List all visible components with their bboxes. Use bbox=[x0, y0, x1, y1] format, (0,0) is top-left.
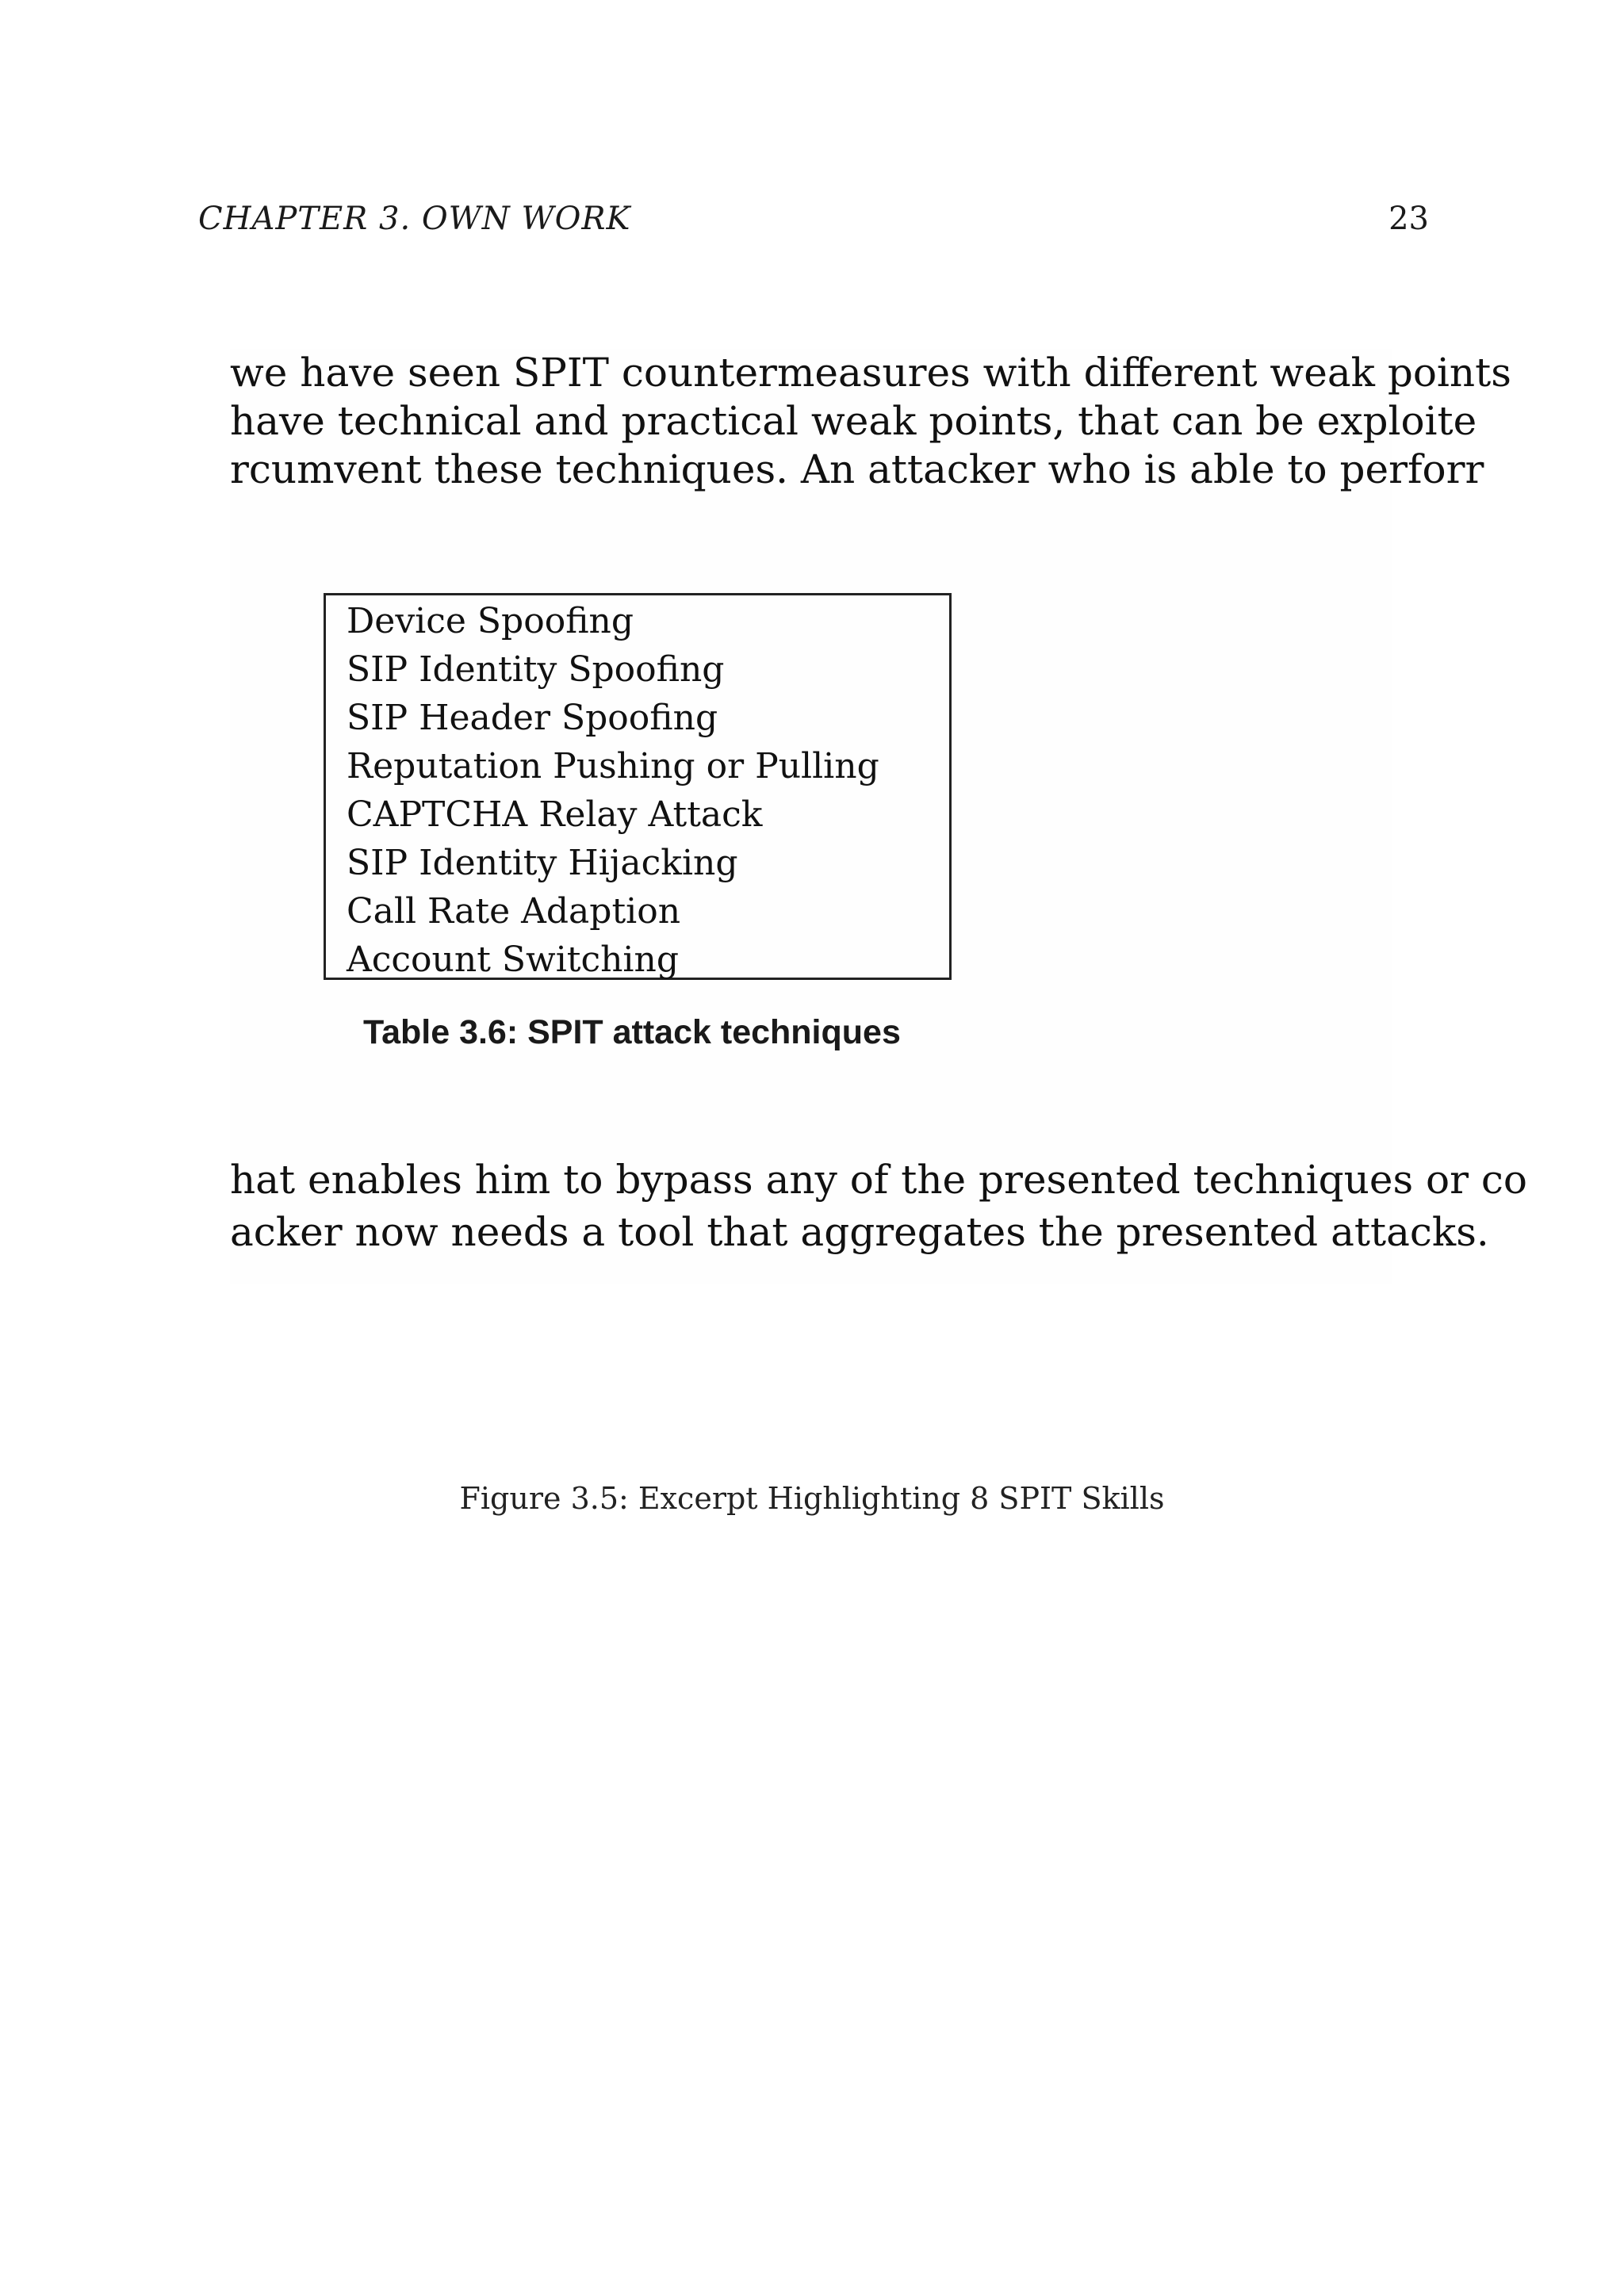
figure-caption: Figure 3.5: Excerpt Highlighting 8 SPIT Skills bbox=[459, 1481, 1165, 1516]
table-row: SIP Identity Spoofing bbox=[347, 649, 725, 690]
excerpt-line: we have seen SPIT countermeasures with different weak points bbox=[230, 350, 1511, 396]
excerpt-bottom-paragraph bbox=[230, 1154, 1528, 1265]
chapter-title: CHAPTER 3. OWN WORK bbox=[198, 201, 631, 237]
table-row: Call Rate Adaption bbox=[347, 891, 681, 932]
figure-excerpt bbox=[230, 349, 1528, 1284]
attack-techniques-table bbox=[324, 593, 952, 980]
table-row: SIP Identity Hijacking bbox=[347, 843, 738, 883]
excerpt-line: have technical and practical weak points, that can be exploite bbox=[230, 398, 1477, 444]
table-row: Reputation Pushing or Pulling bbox=[347, 746, 879, 786]
table-row: CAPTCHA Relay Attack bbox=[347, 794, 763, 835]
page-number: 23 bbox=[1388, 201, 1429, 237]
running-header bbox=[198, 197, 1429, 241]
excerpt-line: hat enables him to bypass any of the presented techniques or co bbox=[230, 1157, 1528, 1203]
table-caption: Table 3.6: SPIT attack techniques bbox=[363, 1013, 901, 1051]
excerpt-line: acker now needs a tool that aggregates the presented attacks. bbox=[230, 1209, 1489, 1255]
table-row: Account Switching bbox=[347, 939, 680, 980]
excerpt-top-paragraph bbox=[230, 349, 1511, 507]
excerpt-line: rcumvent these techniques. An attacker who is able to perforr bbox=[230, 446, 1484, 492]
table-row: Device Spoofing bbox=[347, 601, 634, 641]
table-row: SIP Header Spoofing bbox=[347, 698, 718, 738]
